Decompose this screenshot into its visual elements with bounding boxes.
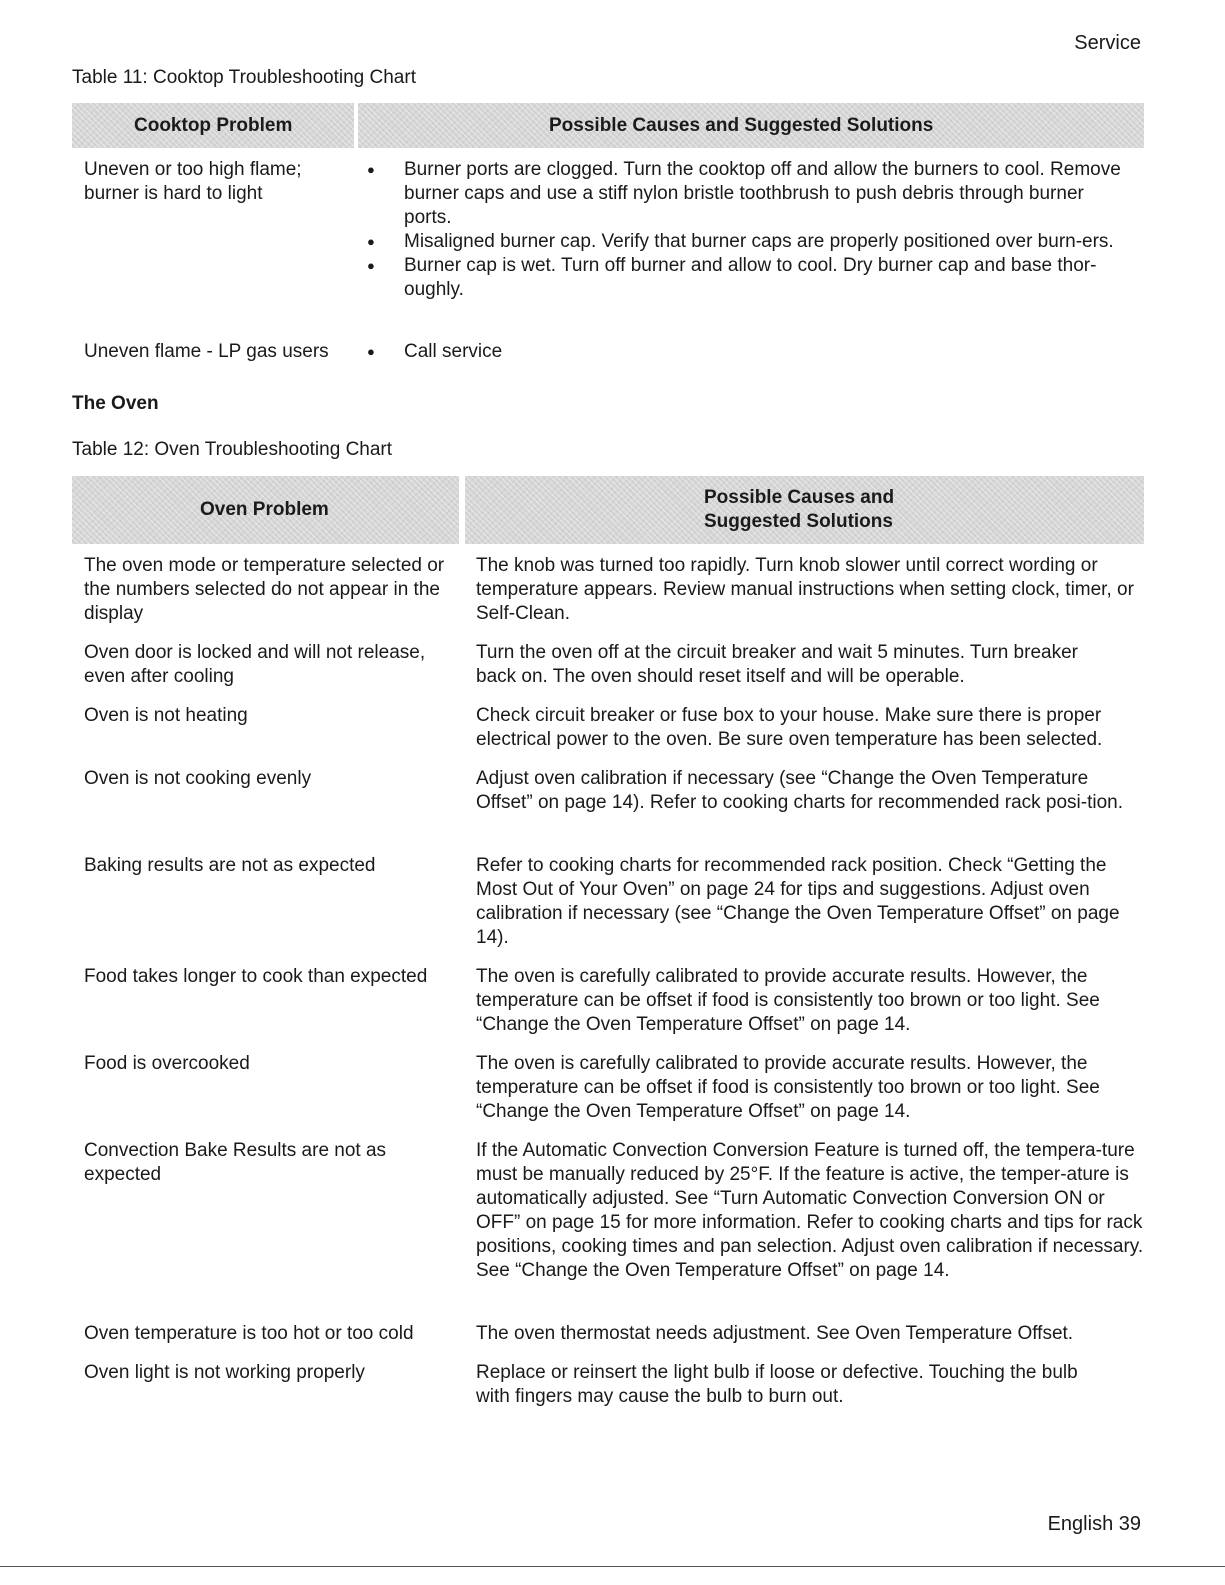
- cooktop-problem: Uneven flame - LP gas users: [84, 341, 329, 362]
- section-heading: The Oven: [72, 393, 159, 414]
- oven-header-col1-label: Oven Problem: [200, 499, 329, 520]
- oven-problem: The oven mode or temperature selected or the numbers selected do not appear in the display: [84, 555, 445, 624]
- oven-table-caption: Table 12: Oven Troubleshooting Chart: [72, 439, 393, 460]
- oven-problem: Convection Bake Results are not as expected: [84, 1140, 387, 1185]
- list-item: [367, 158, 1134, 230]
- bullet-icon: ●: [367, 162, 375, 177]
- cooktop-header-col2: [358, 103, 1144, 148]
- oven-solution: If the Automatic Convection Conversion Feature is turned off, the tempera-ture must be manually reduced by 25°F. If the feature is active, the temper-ature is automatically adjusted. See “Turn Automatic Convection Conversion ON or OFF” on page 15 for more information. Refer to cooking charts and tips for rack positions, cooking times and pan selection. Adjust oven calibration if necessary. See “Change the Oven Temperature Offset” on page 14.: [476, 1140, 1144, 1281]
- cooktop-solution-list: [367, 340, 1134, 364]
- oven-problem: Baking results are not as expected: [84, 855, 376, 876]
- cooktop-solution-text: Call service: [404, 341, 503, 362]
- cooktop-header-col1: [72, 103, 354, 148]
- cooktop-solution-text: Misaligned burner cap. Verify that burner caps are properly positioned over burn-ers.: [404, 231, 1114, 252]
- cooktop-header-col1-label: Cooktop Problem: [134, 115, 293, 136]
- oven-header-col2-label: Possible Causes and Suggested Solutions: [704, 487, 895, 532]
- oven-problem: Food is overcooked: [84, 1053, 250, 1074]
- oven-solution: The oven thermostat needs adjustment. See Oven Temperature Offset.: [476, 1323, 1074, 1344]
- oven-problem: Oven light is not working properly: [84, 1362, 365, 1383]
- page-number: English 39: [1047, 1513, 1141, 1535]
- oven-solution: Turn the oven off at the circuit breaker and wait 5 minutes. Turn breaker back on. The oven should reset itself and will be operable.: [476, 642, 1078, 687]
- oven-problem: Oven door is locked and will not release, even after cooling: [84, 642, 426, 687]
- list-item: [367, 254, 1134, 302]
- oven-header-col1: [72, 476, 459, 544]
- oven-problem: Oven is not heating: [84, 705, 248, 726]
- cooktop-solution-list: [367, 158, 1134, 302]
- oven-problem: Oven temperature is too hot or too cold: [84, 1323, 414, 1344]
- cooktop-table-caption: Table 11: Cooktop Troubleshooting Chart: [72, 67, 416, 88]
- cooktop-problem: Uneven or too high flame; burner is hard to light: [84, 159, 302, 204]
- cooktop-solution-text: Burner cap is wet. Turn off burner and allow to cool. Dry burner cap and base thor-oughly.: [404, 255, 1097, 300]
- oven-solution: The oven is carefully calibrated to provide accurate results. However, the temperature can be offset if food is consistently too brown or too light. See “Change the Oven Temperature Offset” on page 14.: [476, 966, 1100, 1035]
- footer-divider: [0, 1566, 1225, 1567]
- oven-solution: The oven is carefully calibrated to provide accurate results. However, the temperature can be offset if food is consistently too brown or too light. See “Change the Oven Temperature Offset” on page 14.: [476, 1053, 1100, 1122]
- list-item: [367, 340, 1134, 364]
- oven-header-col2: [465, 476, 1144, 544]
- oven-solution: Check circuit breaker or fuse box to your house. Make sure there is proper electrical power to the oven. Be sure oven temperature has been selected.: [476, 705, 1103, 750]
- oven-problem: Food takes longer to cook than expected: [84, 966, 428, 987]
- list-item: [367, 230, 1134, 254]
- cooktop-header-col2-label: Possible Causes and Suggested Solutions: [549, 115, 934, 136]
- oven-solution: Replace or reinsert the light bulb if loose or defective. Touching the bulb with fingers may cause the bulb to burn out.: [476, 1362, 1078, 1407]
- bullet-icon: ●: [367, 258, 375, 273]
- section-header: Service: [1074, 32, 1141, 54]
- oven-solution: Adjust oven calibration if necessary (see “Change the Oven Temperature Offset” on page 14). Refer to cooking charts for recommended rack posi-tion.: [476, 768, 1124, 813]
- oven-problem: Oven is not cooking evenly: [84, 768, 312, 789]
- oven-solution: Refer to cooking charts for recommended rack position. Check “Getting the Most Out of Your Oven” on page 24 for tips and suggestions. Adjust oven calibration if necessary (see “Change the Oven Temperature Offset” on page 14).: [476, 855, 1120, 948]
- oven-solution: The knob was turned too rapidly. Turn knob slower until correct wording or temperature appears. Review manual instructions when setting clock, timer, or Self-Clean.: [476, 555, 1134, 624]
- cooktop-solution-text: Burner ports are clogged. Turn the cooktop off and allow the burners to cool. Remove burner caps and use a stiff nylon bristle toothbrush to push debris through burner ports.: [404, 159, 1121, 228]
- bullet-icon: ●: [367, 344, 375, 359]
- bullet-icon: ●: [367, 234, 375, 249]
